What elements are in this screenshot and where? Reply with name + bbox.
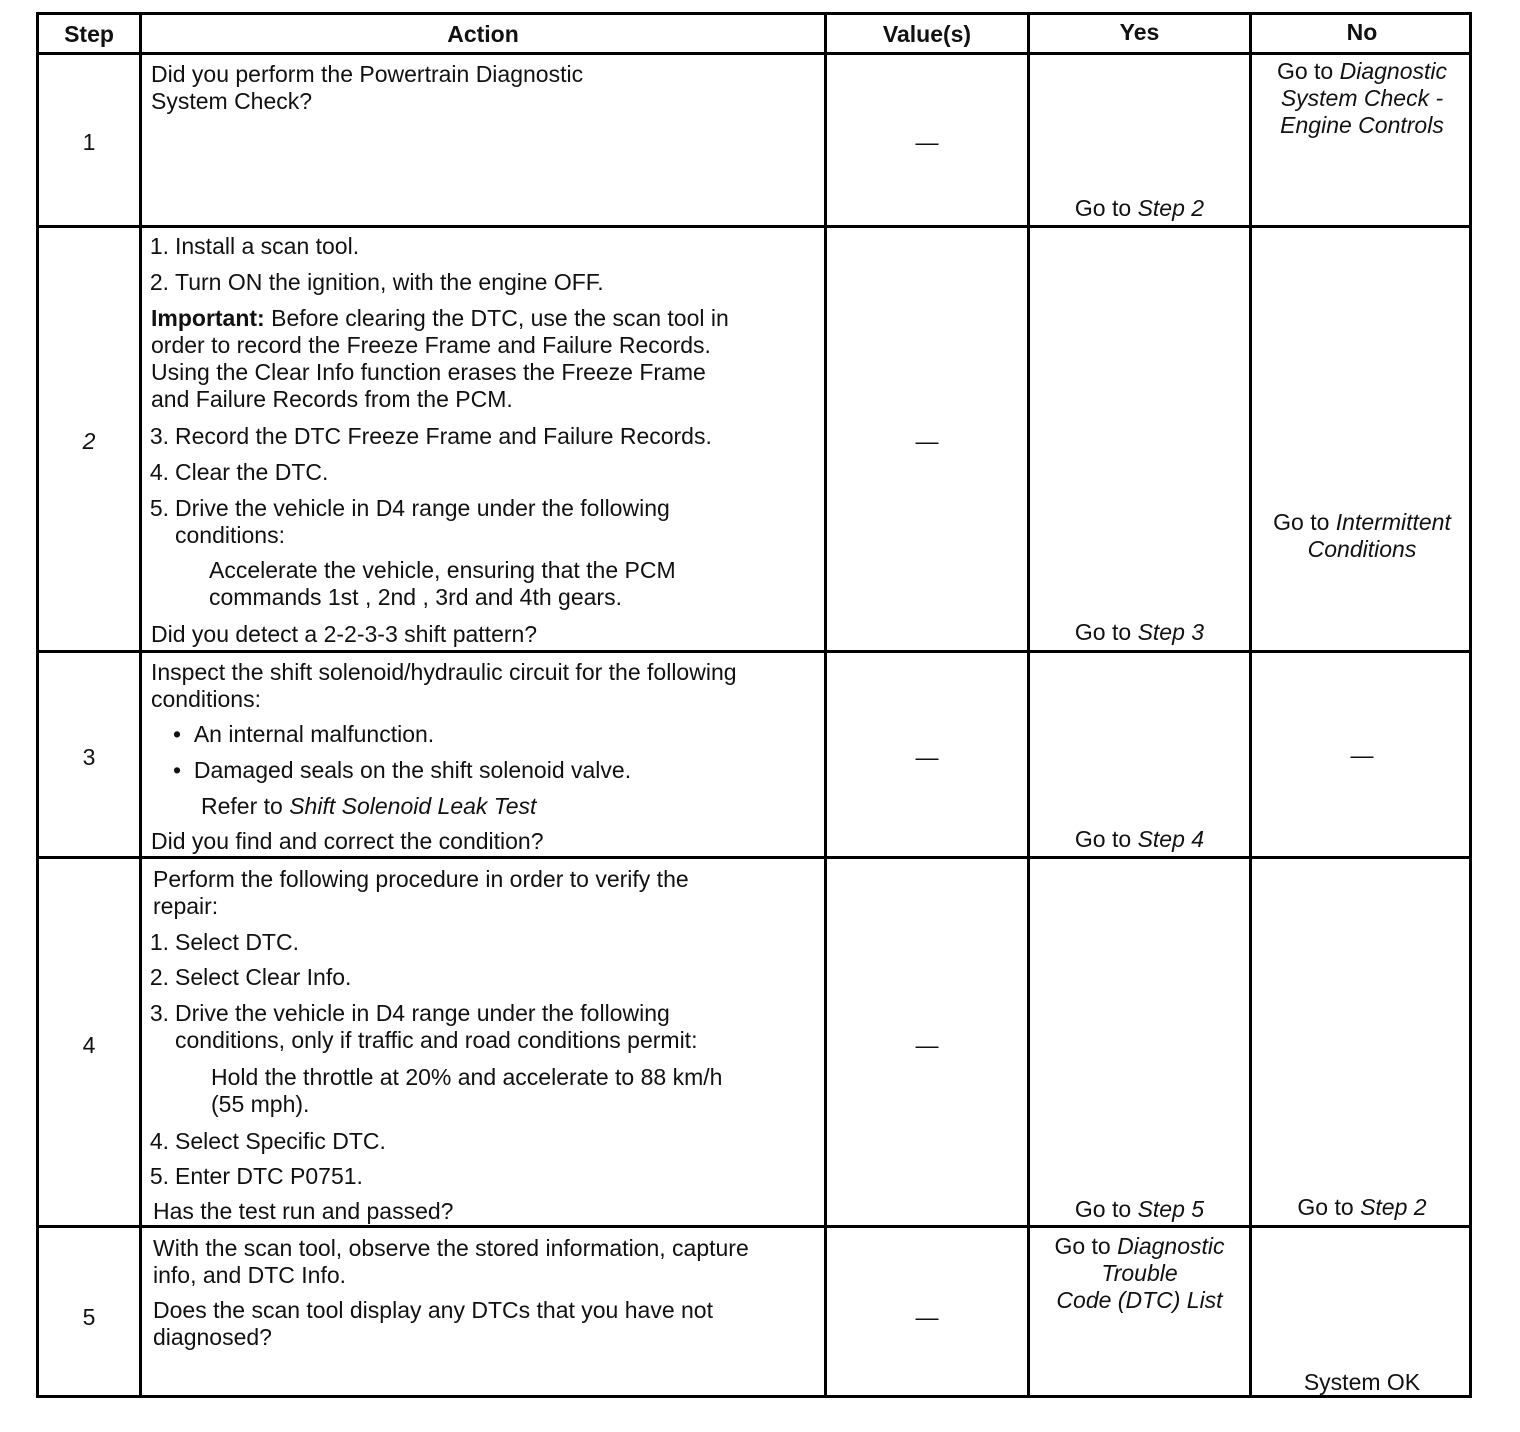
sub-instruction (209, 557, 676, 611)
list-item (139, 1128, 386, 1155)
item-text: conditions: (175, 522, 285, 548)
header-action: Action (447, 21, 519, 47)
important-note (151, 305, 819, 413)
go-to-label: Go to (1074, 195, 1132, 221)
action-line: conditions: (151, 686, 261, 712)
item-text: Select Clear Info. (175, 964, 352, 990)
action-line: Inspect the shift solenoid/hydraulic circuit for the following (151, 659, 737, 685)
action-text (151, 659, 821, 854)
action-line: System Check? (151, 88, 313, 114)
item-number: 1. (149, 233, 169, 259)
refer-link[interactable] (201, 793, 536, 820)
header-yes: Yes (1119, 19, 1160, 45)
yes-link[interactable] (1030, 619, 1249, 646)
link-target-line: System Check - (1280, 85, 1444, 111)
item-number: 5. (149, 1163, 169, 1189)
sub-line: commands 1st , 2nd , 3rd and 4th gears. (209, 584, 622, 610)
value-dash: — (915, 129, 939, 155)
column-divider (824, 15, 827, 1395)
bullet-item (173, 757, 631, 784)
sub-line: Accelerate the vehicle, ensuring that the PCM (209, 557, 676, 583)
list-item (139, 423, 712, 450)
link-target-line: Engine Controls (1280, 112, 1444, 138)
item-number: 3. (149, 1000, 169, 1026)
link-target: Step 5 (1137, 1196, 1205, 1222)
link-target: Shift Solenoid Leak Test (289, 793, 537, 819)
important-label: Important: (151, 305, 265, 331)
item-text: Install a scan tool. (175, 233, 360, 259)
go-to-label: Go to (1276, 58, 1334, 84)
item-number: 4. (149, 1128, 169, 1154)
row-divider (39, 52, 1469, 55)
list-item (139, 495, 670, 549)
yes-link[interactable] (1030, 195, 1249, 222)
action-line: Did you perform the Powertrain Diagnostic (151, 61, 584, 87)
diagnostic-table (36, 12, 1472, 1398)
action-line: info, and DTC Info. (153, 1262, 347, 1288)
step-number: 4 (82, 1032, 96, 1058)
item-text: Record the DTC Freeze Frame and Failure Records. (175, 423, 712, 449)
item-text: Drive the vehicle in D4 range under the following (175, 1000, 670, 1026)
item-text: conditions, only if traffic and road conditions permit: (175, 1027, 698, 1053)
note-line: and Failure Records from the PCM. (151, 386, 513, 412)
sub-line: (55 mph). (211, 1091, 310, 1117)
item-number: 1. (149, 929, 169, 955)
sub-instruction (211, 1064, 722, 1118)
action-line: With the scan tool, observe the stored information, capture (153, 1235, 749, 1261)
bullet-text: An internal malfunction. (193, 721, 435, 747)
bullet-icon: • (173, 757, 182, 783)
item-text: Select Specific DTC. (175, 1128, 386, 1154)
item-number: 4. (149, 459, 169, 485)
item-text: Drive the vehicle in D4 range under the following (175, 495, 670, 521)
item-text: Select DTC. (175, 929, 299, 955)
no-link[interactable] (1252, 1194, 1472, 1221)
item-text: Clear the DTC. (175, 459, 329, 485)
bullet-icon: • (173, 721, 182, 747)
note-line: Before clearing the DTC, use the scan tool in (264, 305, 729, 331)
item-text: Turn ON the ignition, with the engine OFF. (175, 269, 604, 295)
item-text: Enter DTC P0751. (175, 1163, 363, 1189)
go-to-label: Go to (1074, 1196, 1132, 1222)
header-no: No (1346, 19, 1378, 45)
list-item (139, 1000, 697, 1054)
yes-link[interactable] (1030, 1233, 1249, 1314)
link-target: Diagnostic (1339, 58, 1448, 84)
list-item (139, 929, 299, 956)
link-target: Intermittent (1335, 509, 1451, 535)
note-line: Using the Clear Info function erases the Freeze Frame (151, 359, 706, 385)
list-item (139, 269, 604, 296)
column-divider (1249, 15, 1252, 1395)
list-item (139, 964, 351, 991)
link-target: Step 4 (1137, 826, 1205, 852)
list-item (139, 459, 328, 486)
question-text: Did you find and correct the condition? (151, 828, 544, 854)
action-text (139, 866, 824, 1224)
step-number: 1 (82, 129, 96, 155)
link-target: Step 2 (1137, 195, 1205, 221)
item-number: 3. (149, 423, 169, 449)
list-item (139, 1163, 363, 1190)
yes-link[interactable] (1030, 1196, 1249, 1223)
column-divider (1027, 15, 1030, 1395)
row-divider (39, 1225, 1469, 1228)
link-target: Step 3 (1137, 619, 1205, 645)
note-line: order to record the Freeze Frame and Failure Records. (151, 332, 711, 358)
go-to-label: Go to (1074, 826, 1132, 852)
row-divider (39, 225, 1469, 228)
go-to-label: Go to (1054, 1233, 1111, 1259)
no-link[interactable] (1252, 509, 1472, 563)
go-to-label: Go to (1273, 509, 1330, 535)
link-target: Diagnostic (1117, 1233, 1225, 1259)
action-line: repair: (153, 893, 219, 919)
link-target-line: Trouble (1101, 1260, 1178, 1286)
action-text (153, 1235, 823, 1351)
item-number: 2. (149, 269, 169, 295)
link-target-line: Code (DTC) List (1056, 1287, 1223, 1313)
refer-label: Refer to (201, 793, 283, 819)
row-divider (39, 856, 1469, 859)
bullet-text: Damaged seals on the shift solenoid valve. (193, 757, 632, 783)
action-line: Perform the following procedure in order to verify the (153, 866, 689, 892)
header-values: Value(s) (882, 21, 972, 47)
list-item (139, 233, 359, 260)
step-number: 3 (82, 744, 96, 770)
step-number: 5 (82, 1304, 96, 1330)
action-line: diagnosed? (153, 1324, 272, 1350)
link-target: Step 2 (1360, 1194, 1427, 1220)
item-number: 2. (149, 964, 169, 990)
value-dash: — (915, 1304, 939, 1330)
value-dash: — (915, 428, 939, 454)
value-dash: — (915, 1032, 939, 1058)
row-divider (39, 650, 1469, 653)
go-to-label: Go to (1074, 619, 1132, 645)
action-text (151, 61, 583, 115)
system-ok-text: System OK (1303, 1369, 1421, 1395)
bullet-item (173, 721, 434, 748)
action-line: Does the scan tool display any DTCs that you have not (153, 1297, 713, 1323)
item-number: 5. (149, 495, 169, 521)
no-dash: — (1350, 742, 1374, 768)
go-to-label: Go to (1297, 1194, 1354, 1220)
sub-line: Hold the throttle at 20% and accelerate to 88 km/h (211, 1064, 723, 1090)
question-text: Did you detect a 2-2-3-3 shift pattern? (151, 621, 538, 647)
question-text: Has the test run and passed? (153, 1198, 454, 1224)
link-target-line: Conditions (1307, 536, 1417, 562)
step-number: 2 (82, 428, 96, 454)
no-link[interactable] (1252, 58, 1472, 139)
header-step: Step (64, 21, 114, 47)
yes-link[interactable] (1030, 826, 1249, 853)
value-dash: — (915, 744, 939, 770)
